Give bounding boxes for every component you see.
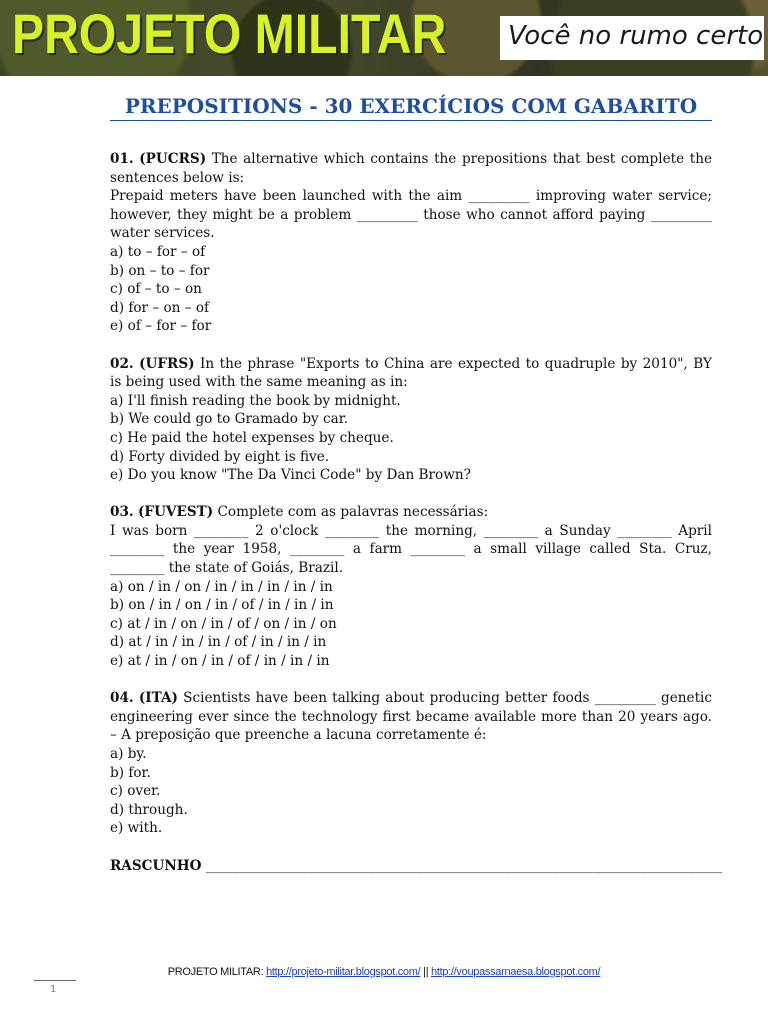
question-number: 03. xyxy=(110,504,134,521)
question-source: (PUCRS) xyxy=(139,151,207,167)
page-number-rule xyxy=(34,980,76,981)
question-text: Complete com as palavras necessárias: xyxy=(213,504,489,521)
question-source: (UFRS) xyxy=(139,355,195,372)
answer-option: d) for – on – of xyxy=(110,299,210,316)
answer-option: c) He paid the hotel expenses by cheque. xyxy=(110,429,394,446)
rascunho-label: RASCUNHO xyxy=(110,857,202,874)
question-02 xyxy=(110,355,712,485)
question-number: 04. xyxy=(110,690,134,707)
answer-option: b) on – to – for xyxy=(110,262,210,279)
question-source: (ITA) xyxy=(138,690,178,707)
answer-option: e) with. xyxy=(110,820,163,837)
question-line: however, they might be a problem _________ those who cannot afford paying _________ xyxy=(110,206,712,223)
footer-link-projeto-militar[interactable]: http://projeto-militar.blogspot.com/ xyxy=(266,966,421,978)
question-line xyxy=(110,503,712,522)
answer-option: d) through. xyxy=(110,801,188,818)
question-line xyxy=(110,689,712,708)
footer-link-voupassarnaesa[interactable]: http://voupassarnaesa.blogspot.com/ xyxy=(431,966,601,978)
question-line: I was born ________ 2 o'clock ________ the morning, ________ a Sunday ________ April xyxy=(110,522,712,539)
answer-option: c) at / in / on / in / of / on / in / on xyxy=(110,615,337,632)
answer-option: b) We could go to Gramado by car. xyxy=(110,411,349,428)
page-number: 1 xyxy=(50,984,57,995)
rascunho-line xyxy=(110,857,723,876)
question-line: is being used with the same meaning as in: xyxy=(110,374,408,391)
document-body xyxy=(110,150,723,875)
answer-option: b) for. xyxy=(110,764,151,781)
question-source: (FUVEST) xyxy=(137,504,214,521)
answer-option: c) over. xyxy=(110,783,161,800)
page-footer xyxy=(0,964,768,980)
answer-option: a) on / in / on / in / in / in / in / in xyxy=(110,578,333,595)
answer-option: d) at / in / in / in / of / in / in / in xyxy=(110,634,327,651)
header-banner xyxy=(0,0,768,76)
brand-logo: PROJETO MILITAR xyxy=(12,2,447,65)
answer-option: e) Do you know "The Da Vinci Code" by Dan Brown? xyxy=(110,467,471,484)
question-line: ________ the year 1958, ________ a farm ________ a small village called Sta. Cruz, xyxy=(110,541,712,558)
question-text: Scientists have been talking about producing better foods _________ genetic xyxy=(178,690,713,707)
answer-option: b) on / in / on / in / of / in / in / in xyxy=(110,597,334,614)
answer-option: e) at / in / on / in / of / in / in / in xyxy=(110,653,330,670)
question-01 xyxy=(110,150,712,336)
question-line: – A preposição que preenche a lacuna corretamente é: xyxy=(110,727,487,744)
answer-option: d) Forty divided by eight is five. xyxy=(110,448,330,465)
question-line: ________ the state of Goiás, Brazil. xyxy=(110,560,344,577)
answer-option: a) by. xyxy=(110,746,147,762)
footer-brand: PROJETO MILITAR: xyxy=(167,966,267,978)
title-underline xyxy=(110,120,712,121)
question-line xyxy=(110,355,712,374)
question-04 xyxy=(110,689,712,838)
question-line: engineering ever since the technology first became available more than 20 years ago. xyxy=(110,708,712,725)
question-03 xyxy=(110,503,712,670)
answer-option: a) I'll finish reading the book by midnight. xyxy=(110,392,401,409)
question-number: 02. xyxy=(110,355,134,372)
footer-separator: || xyxy=(420,966,432,978)
question-line: Prepaid meters have been launched with the aim _________ improving water service; xyxy=(110,188,712,205)
answer-option: a) to – for – of xyxy=(110,243,206,260)
slogan-box xyxy=(500,16,764,60)
answer-option: e) of – for – for xyxy=(110,318,212,335)
question-line: sentences below is: xyxy=(110,169,245,186)
question-line: water services. xyxy=(110,225,215,242)
question-number: 01. xyxy=(110,151,134,167)
answer-option: c) of – to – on xyxy=(110,281,202,298)
page-title: PREPOSITIONS - 30 EXERCÍCIOS COM GABARITO xyxy=(124,94,698,118)
question-text: In the phrase "Exports to China are expected to quadruple by 2010", BY xyxy=(194,355,712,372)
slogan-text: Você no rumo certo xyxy=(508,21,764,51)
question-text: The alternative which contains the prepositions that best complete the xyxy=(206,151,712,167)
rascunho-blank: ____________________________________________________________________________ xyxy=(201,857,723,874)
question-line xyxy=(110,150,712,169)
